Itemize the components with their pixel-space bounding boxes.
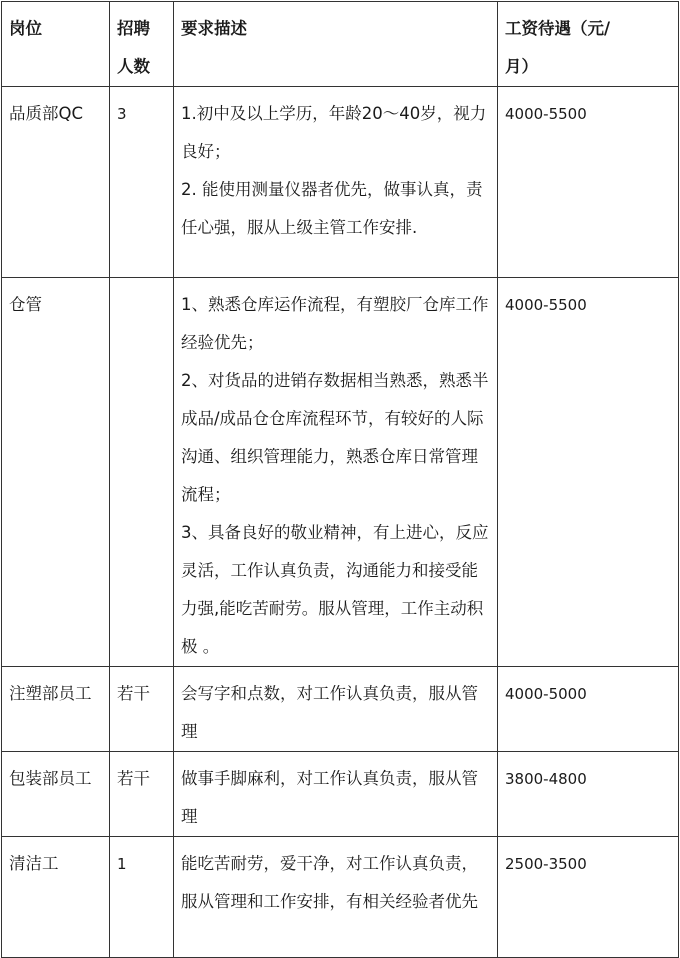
cell-requirements: [174, 752, 498, 837]
header-salary-line1: 工资待遇（元/: [505, 19, 611, 38]
requirement-item: 会写字和点数，对工作认真负责，服从管理: [181, 684, 478, 741]
header-requirements: 要求描述: [174, 2, 498, 87]
requirement-item: 1.初中及以上学历，年龄20～40岁，视力良好；: [181, 104, 487, 161]
cell-position: 清洁工: [2, 837, 110, 958]
cell-requirements: [174, 837, 498, 958]
cell-salary: 4000-5500: [498, 278, 679, 667]
cell-position: 品质部QC: [2, 87, 110, 278]
table-row: [2, 752, 679, 837]
cell-headcount: 若干: [110, 667, 174, 752]
header-row: [2, 2, 679, 87]
table-row: [2, 278, 679, 667]
cell-headcount: 若干: [110, 752, 174, 837]
cell-requirements: [174, 87, 498, 278]
recruitment-table: [1, 1, 679, 958]
cell-salary: 4000-5500: [498, 87, 679, 278]
header-position: 岗位: [2, 2, 110, 87]
table-row: [2, 667, 679, 752]
cell-salary: 4000-5000: [498, 667, 679, 752]
requirement-item: 做事手脚麻利，对工作认真负责，服从管理: [181, 769, 478, 826]
cell-position: 注塑部员工: [2, 667, 110, 752]
header-salary-line2: 月）: [505, 57, 538, 76]
header-headcount-line2: 人数: [117, 57, 150, 76]
cell-position: 包装部员工: [2, 752, 110, 837]
requirement-item: 2、对货品的进销存数据相当熟悉，熟悉半成品/成品仓仓库流程环节，有较好的人际沟通、组织管理能力，熟悉仓库日常管理流程；: [181, 371, 489, 504]
cell-requirements: [174, 278, 498, 667]
cell-position: 仓管: [2, 278, 110, 667]
cell-headcount: [110, 278, 174, 667]
requirement-item: 能吃苦耐劳，爱干净，对工作认真负责，服从管理和工作安排，有相关经验者优先: [181, 854, 478, 911]
cell-salary: 3800-4800: [498, 752, 679, 837]
cell-salary: 2500-3500: [498, 837, 679, 958]
header-headcount: [110, 2, 174, 87]
requirement-item: 3、具备良好的敬业精神，有上进心，反应灵活，工作认真负责，沟通能力和接受能力强,能吃苦耐劳。服从管理，工作主动积极 。: [181, 523, 489, 656]
header-salary: [498, 2, 679, 87]
requirement-item: 2. 能使用测量仪器者优先，做事认真，责任心强，服从上级主管工作安排.: [181, 180, 483, 237]
table-row: [2, 837, 679, 958]
requirement-item: 1、熟悉仓库运作流程，有塑胶厂仓库工作经验优先；: [181, 295, 489, 352]
cell-headcount: 3: [110, 87, 174, 278]
cell-requirements: [174, 667, 498, 752]
cell-headcount: 1: [110, 837, 174, 958]
table-row: [2, 87, 679, 278]
header-headcount-line1: 招聘: [117, 19, 150, 38]
